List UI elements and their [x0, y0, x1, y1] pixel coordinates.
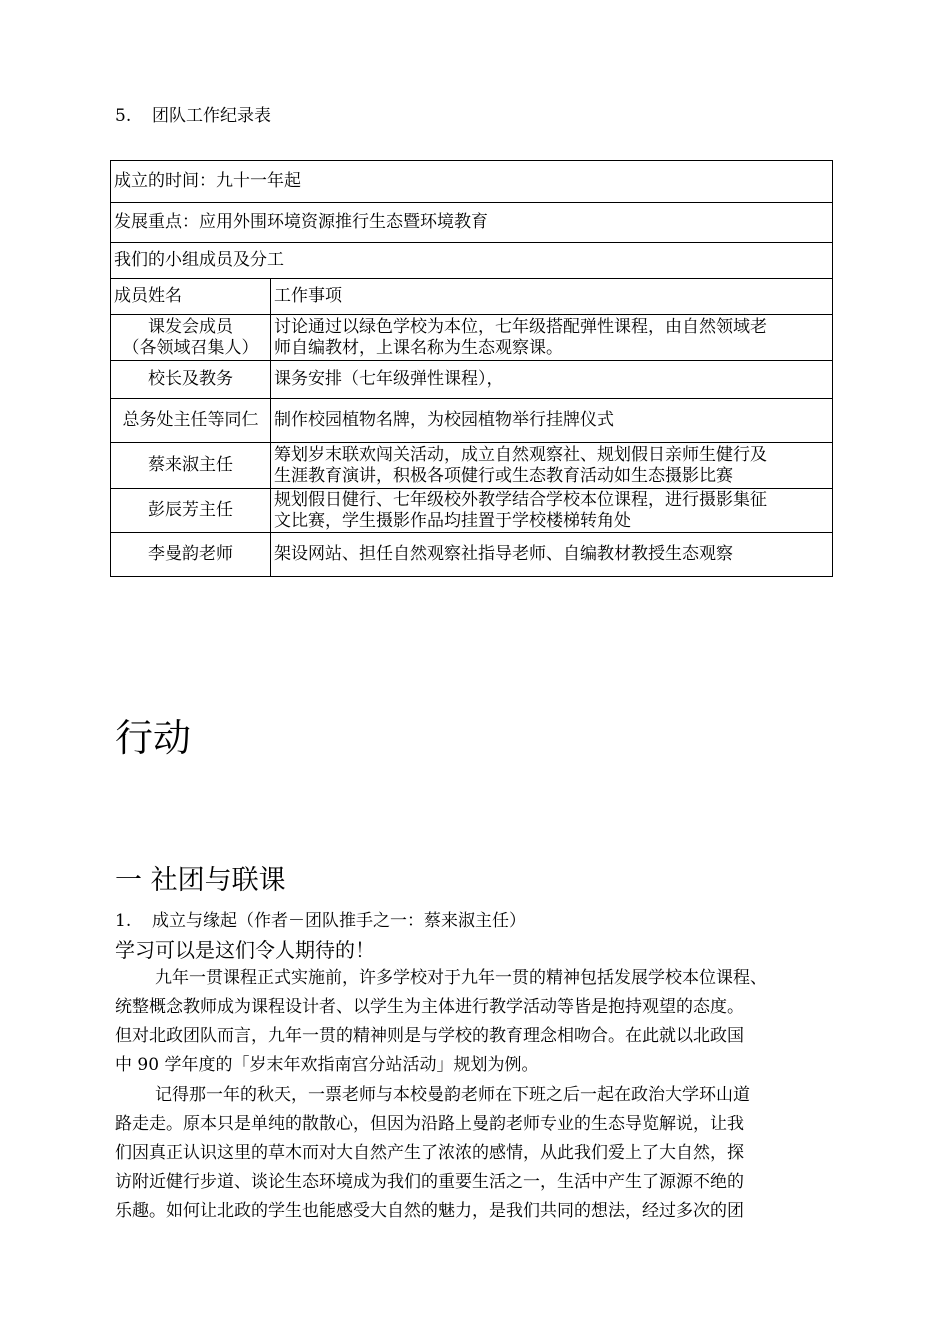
member-name-cell: 蔡来淑主任: [111, 443, 271, 489]
team-record-table: [110, 160, 833, 577]
record-section-number: 5.: [115, 106, 132, 126]
member-work-cell: 制作校园植物名牌，为校园植物举行挂牌仪式: [271, 399, 833, 443]
paragraph-line: 乐趣。如何让北政的学生也能感受大自然的魅力，是我们共同的想法，经过多次的团: [115, 1201, 744, 1221]
table-row: [111, 361, 833, 399]
member-work-cell: [271, 315, 833, 361]
paragraph-line: 统整概念教师成为课程设计者、以学生为主体进行教学活动等皆是抱持观望的态度。: [115, 997, 744, 1017]
origin-number: 1.: [115, 911, 132, 931]
paragraph-line: 中 90 学年度的「岁末年欢指南宫分站活动」规划为例。: [115, 1055, 539, 1075]
table-row: [111, 533, 833, 577]
paragraph-line: 九年一贯课程正式实施前，许多学校对于九年一贯的精神包括发展学校本位课程、: [155, 968, 767, 988]
member-work-line: 生涯教育演讲，积极各项健行或生态教育活动如生态摄影比赛: [274, 465, 733, 486]
club-heading: 一 社团与联课: [115, 865, 286, 896]
member-name-cell: 彭辰芳主任: [111, 489, 271, 533]
member-work-cell: [271, 489, 833, 533]
member-work-line: 师自编教材，上课名称为生态观察课。: [274, 337, 563, 358]
origin-title: 成立与缘起（作者－团队推手之一：蔡来淑主任）: [152, 911, 526, 931]
table-row: [111, 315, 833, 361]
member-name-line: （各领域召集人）: [122, 337, 259, 358]
established-row: [111, 161, 833, 203]
paragraph-line: 们因真正认识这里的草木而对大自然产生了浓浓的感情，从此我们爱上了大自然，探: [115, 1143, 744, 1163]
col-work-header: 工作事项: [271, 279, 833, 315]
member-work-line: 文比赛，学生摄影作品均挂置于学校楼梯转角处: [274, 510, 631, 531]
member-work-cell: 课务安排（七年级弹性课程），: [271, 361, 833, 399]
member-work-line: 筹划岁末联欢闯关活动，成立自然观察社、规划假日亲师生健行及: [274, 444, 767, 465]
paragraph-1: [115, 964, 837, 1080]
member-work-cell: 架设网站、担任自然观察社指导老师、自编教材教授生态观察: [271, 533, 833, 577]
record-section-title: 团队工作纪录表: [152, 106, 271, 126]
table-row: [111, 489, 833, 533]
established-cell: 成立的时间：九十一年起: [111, 161, 833, 203]
tagline: 学习可以是这们令人期待的！: [115, 938, 375, 962]
table-header-row: [111, 279, 833, 315]
focus-cell: 发展重点：应用外围环境资源推行生态暨环境教育: [111, 203, 833, 243]
member-work-line: 规划假日健行、七年级校外教学结合学校本位课程，进行摄影集征: [274, 489, 767, 510]
member-work-cell: [271, 443, 833, 489]
member-name-cell: [111, 315, 271, 361]
paragraph-2: [115, 1081, 837, 1226]
member-work-line: 讨论通过以绿色学校为本位，七年级搭配弹性课程，由自然领域老: [274, 316, 767, 337]
record-section-heading: [115, 104, 271, 128]
member-name-cell: 校长及教务: [111, 361, 271, 399]
focus-row: [111, 203, 833, 243]
member-name-cell: 李曼韵老师: [111, 533, 271, 577]
origin-heading: [115, 909, 526, 933]
action-heading: 行动: [115, 716, 192, 760]
member-name-cell: 总务处主任等同仁: [111, 399, 271, 443]
paragraph-line: 记得那一年的秋天，一票老师与本校曼韵老师在下班之后一起在政治大学环山道: [155, 1085, 750, 1105]
paragraph-line: 但对北政团队而言，九年一贯的精神则是与学校的教育理念相吻合。在此就以北政国: [115, 1026, 744, 1046]
members-caption-cell: 我们的小组成员及分工: [111, 243, 833, 279]
paragraph-line: 访附近健行步道、谈论生态环境成为我们的重要生活之一，生活中产生了源源不绝的: [115, 1172, 744, 1192]
table-row: [111, 443, 833, 489]
paragraph-line: 路走走。原本只是单纯的散散心，但因为沿路上曼韵老师专业的生态导览解说，让我: [115, 1114, 744, 1134]
members-caption-row: [111, 243, 833, 279]
col-name-header: 成员姓名: [111, 279, 271, 315]
table-row: [111, 399, 833, 443]
member-name-line: 课发会成员: [148, 316, 233, 337]
